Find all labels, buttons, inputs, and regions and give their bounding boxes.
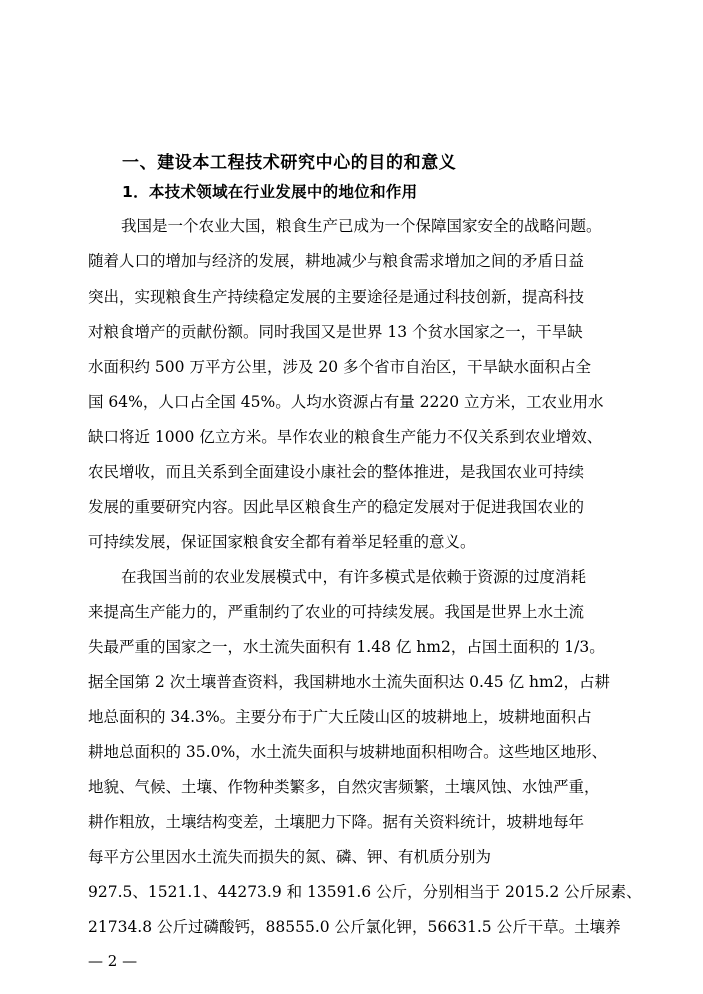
paragraph-line: 失最严重的国家之一，水土流失面积有 1.48 亿 hm2，占国土面积的 1/3。 [88, 638, 605, 656]
paragraph-line: 地总面积的 34.3%。主要分布于广大丘陵山区的坡耕地上，坡耕地面积占 [88, 708, 592, 726]
paragraph-line: 国 64%，人口占全国 45%。人均水资源占有量 2220 立方米，工农业用水 [88, 393, 604, 411]
paragraph-line: 耕作粗放，土壤结构变差，土壤肥力下降。据有关资料统计，坡耕地每年 [88, 813, 585, 831]
paragraph-line: 发展的重要研究内容。因此旱区粮食生产的稳定发展对于促进我国农业的 [88, 498, 585, 516]
paragraph-line: 可持续发展，保证国家粮食安全都有着举足轻重的意义。 [88, 533, 476, 551]
paragraph-line: 据全国第 2 次土壤普查资料，我国耕地水土流失面积达 0.45 亿 hm2，占耕 [88, 673, 611, 691]
paragraph-line: 我国是一个农业大国，粮食生产已成为一个保障国家安全的战略问题。 [121, 217, 602, 235]
paragraph-line: 对粮食增产的贡献份额。同时我国又是世界 13 个贫水国家之一，干旱缺 [88, 323, 583, 341]
page-number: — 2 — [88, 952, 138, 970]
paragraph-line: 来提高生产能力的，严重制约了农业的可持续发展。我国是世界上水土流 [88, 603, 585, 621]
paragraph-line: 缺口将近 1000 亿立方米。旱作农业的粮食生产能力不仅关系到农业增效、 [88, 428, 603, 446]
paragraph-line: 927.5、1521.1、44273.9 和 13591.6 公斤，分别相当于 2015.2 公斤尿素、 [88, 883, 642, 901]
paragraph-line: 农民增收，而且关系到全面建设小康社会的整体推进，是我国农业可持续 [88, 463, 585, 481]
paragraph-line: 突出，实现粮食生产持续稳定发展的主要途径是通过科技创新，提高科技 [88, 288, 585, 306]
paragraph-line: 随着人口的增加与经济的发展，耕地减少与粮食需求增加之间的矛盾日益 [88, 252, 585, 270]
paragraph-line: 地貌、气候、土壤、作物种类繁多，自然灾害频繁，土壤风蚀、水蚀严重， [88, 778, 600, 796]
subsection-heading: 1．本技术领域在行业发展中的地位和作用 [122, 183, 418, 201]
paragraph-line: 水面积约 500 万平方公里，涉及 20 多个省市自治区，干旱缺水面积占全 [88, 358, 592, 376]
paragraph-line: 每平方公里因水土流失而损失的氮、磷、钾、有机质分别为 [88, 848, 492, 866]
section-heading: 一、建设本工程技术研究中心的目的和意义 [122, 153, 457, 173]
paragraph-line: 21734.8 公斤过磷酸钙，88555.0 公斤氯化钾，56631.5 公斤干草。土壤养 [88, 918, 621, 936]
paragraph-line: 在我国当前的农业发展模式中，有许多模式是依赖于资源的过度消耗 [121, 568, 587, 586]
paragraph-line: 耕地总面积的 35.0%，水土流失面积与坡耕地面积相吻合。这些地区地形、 [88, 743, 608, 761]
